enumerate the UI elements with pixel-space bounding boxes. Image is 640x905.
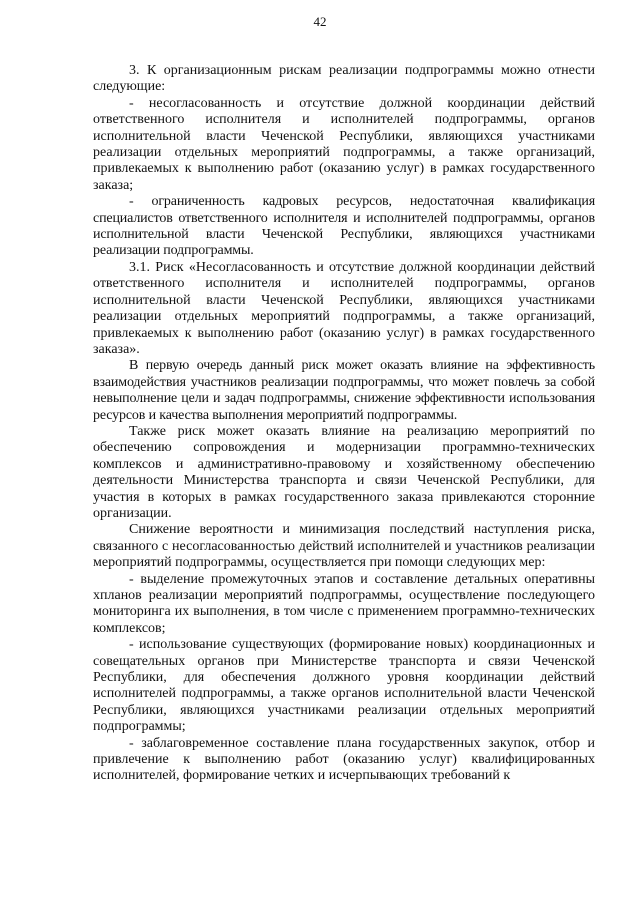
- paragraph-risk-impact: В первую очередь данный риск может оказать влияние на эффективность взаимодействия участников реализации подпрограммы, что может повлечь за собой невыполнение цели и задач подпрограммы, снижение эффективности использования ресурсов и качества выполнения мероприятий подпрограммы.: [93, 358, 595, 423]
- paragraph-organizational-risks-intro: 3. К организационным рискам реализации подпрограммы можно отнести следующие:: [93, 63, 595, 95]
- paragraph-measure-stages: - выделение промежуточных этапов и составление детальных оперативны хпланов реализации мероприятий подпрограммы, осуществление последующего мониторинга их выполнения, в том числе с применением программно-технических комплексов;: [93, 571, 595, 636]
- paragraph-risk-staffing: - ограниченность кадровых ресурсов, недостаточная квалификация специалистов ответственного исполнителя и исполнителей подпрограммы, органов исполнительной власти Чеченской Республики, являющихся участниками реализации подпрограммы.: [93, 194, 595, 259]
- paragraph-mitigation-intro: Снижение вероятности и минимизация последствий наступления риска, связанного с несогласованностью действий исполнителей и участников реализации мероприятий подпрограммы, осуществляется при помощи следующих мер:: [93, 522, 595, 571]
- paragraph-risk-also: Также риск может оказать влияние на реализацию мероприятий по обеспечению сопровождения и модернизации программно-технических комплексов и административно-правовому и хозяйственному обеспечению деятельности Министерства транспорта и связи Чеченской Республики, для участия в которых в рамках государственного заказа привлекаются сторонние организации.: [93, 423, 595, 521]
- document-body: [93, 63, 595, 785]
- paragraph-measure-procurement: - заблаговременное составление плана государственных закупок, отбор и привлечение к выполнению работ (оказанию услуг) квалифицированных исполнителей, формирование четких и исчерпывающих требований к: [93, 735, 595, 784]
- paragraph-risk-coordination: - несогласованность и отсутствие должной координации действий ответственного исполнителя и исполнителей подпрограммы, органов исполнительной власти Чеченской Республики, являющихся участниками реализации отдельных мероприятий подпрограммы, а также организаций, привлекаемых к выполнению работ (оказанию услуг) в рамках государственного заказа;: [93, 95, 595, 193]
- page-number: 42: [313, 14, 327, 29]
- paragraph-measure-coordination-bodies: - использование существующих (формирование новых) координационных и совещательных органов при Министерстве транспорта и связи Чеченской Республики, для обеспечения должного уровня координации действий исполнителей подпрограммы, а также органов исполнительной власти Чеченской Республики, являющихся участниками реализации отдельных мероприятий подпрограммы;: [93, 637, 595, 735]
- paragraph-risk-3-1: 3.1. Риск «Несогласованность и отсутствие должной координации действий ответственного исполнителя и исполнителей подпрограммы, органов исполнительной власти Чеченской Республики, являющихся участниками реализации отдельных мероприятий подпрограммы, а также организаций, привлекаемых к выполнению работ (оказанию услуг) в рамках государственного заказа».: [93, 259, 595, 357]
